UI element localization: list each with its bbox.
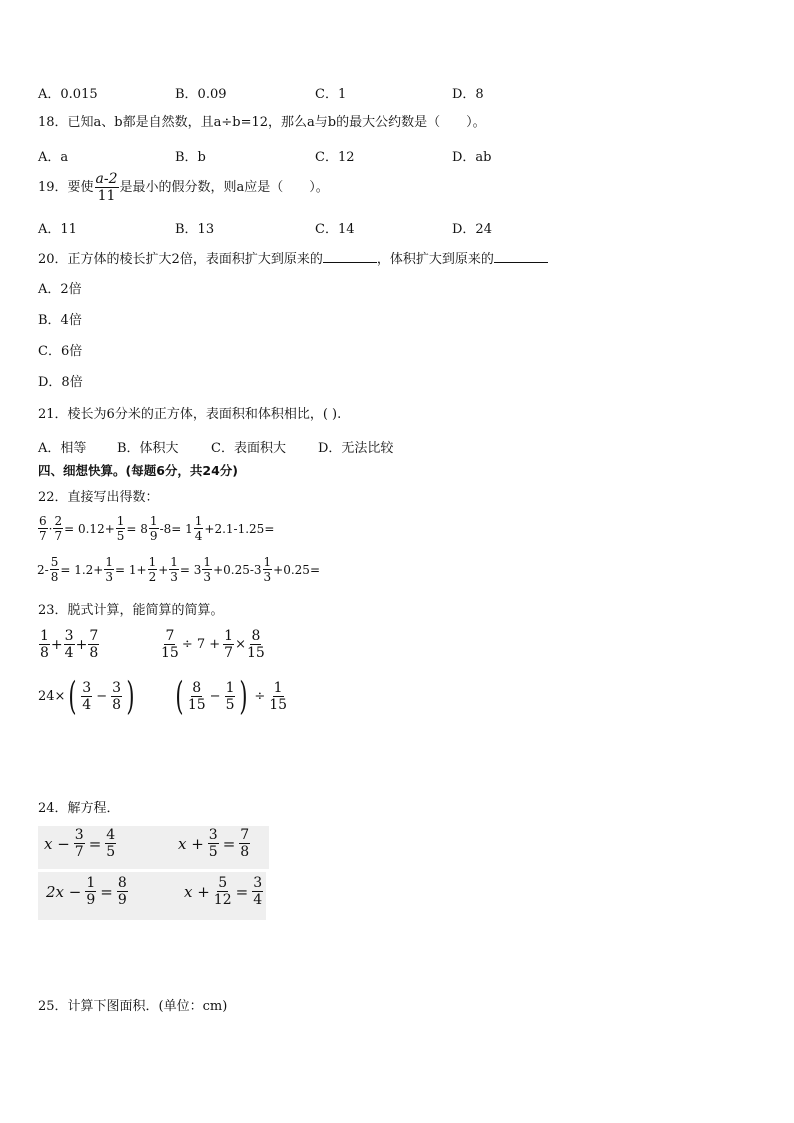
q19-suffix: 是最小的假分数，则a应是（ ）。	[119, 180, 329, 195]
q23-e3-frac1: $\frac{3}{4}$	[82, 679, 92, 713]
q22-r2-plus: +	[158, 562, 169, 577]
q24-eq3-lead: 2x −	[46, 882, 82, 901]
q22-r2-text2: = 1+	[115, 562, 147, 577]
q19-prefix: 19．要使	[38, 180, 94, 195]
q22-r2-frac2: $\frac{1}{3}$	[105, 555, 113, 584]
q22-r1-text4: +2.1-1.25=	[204, 521, 275, 536]
q18-option-b: B．b	[175, 150, 206, 165]
q23-expr4	[172, 674, 288, 718]
q17-option-a: A．0.015	[38, 87, 98, 102]
q22-r1-dot: ·	[48, 521, 53, 536]
q22-r1-text2: = 8	[126, 521, 148, 536]
q23-title: 23．脱式计算，能简算的简算。	[38, 603, 224, 618]
q24-eq2-frac1: $\frac{3}{5}$	[208, 827, 218, 860]
q24-eq1	[44, 828, 117, 859]
q23-e1-op1: +	[50, 636, 63, 653]
q24-eq4-frac1: $\frac{5}{12}$	[213, 875, 232, 908]
q24-eq3-frac1: $\frac{1}{9}$	[86, 875, 96, 908]
q22-r2-frac4: $\frac{1}{3}$	[170, 555, 178, 584]
q24-eq4-equals: =	[235, 882, 249, 901]
q22-r1-text3: -8= 1	[159, 521, 193, 536]
q23-e4-frac3: $\frac{1}{15}$	[269, 679, 288, 713]
q23-expr1	[38, 629, 100, 660]
q22-r1-text1: = 0.12+	[64, 521, 115, 536]
q23-e1-frac3: $\frac{7}{8}$	[89, 628, 99, 661]
q24-eq4	[184, 876, 264, 907]
q23-e1-frac2: $\frac{3}{4}$	[64, 628, 74, 661]
q21-option-b: B．体积大	[117, 441, 179, 456]
q20-option-c: C．6倍	[38, 344, 83, 359]
q23-e3-frac2: $\frac{3}{8}$	[112, 679, 122, 713]
section4-title: 四、细想快算。(每题6分，共24分)	[38, 463, 239, 478]
q23-expr3	[38, 674, 138, 718]
q19-frac-num: a-2	[95, 171, 118, 187]
q22-r1-frac5: $\frac{1}{4}$	[194, 514, 203, 543]
q24-title: 24．解方程．	[38, 801, 120, 816]
q23-e3-op: −	[96, 688, 108, 704]
q24-eq2-equals: =	[222, 834, 236, 853]
q21-option-a: A．相等	[38, 441, 87, 456]
q24-eq4-lead: x +	[184, 882, 210, 901]
q24-eq1-equals: =	[88, 834, 102, 853]
q24-eq3-equals: =	[100, 882, 113, 901]
q17-option-b: B．0.09	[175, 87, 227, 102]
q18-option-d: D．ab	[452, 150, 492, 165]
q24-eq1-frac1: $\frac{3}{7}$	[74, 827, 84, 860]
q23-e3-lead: 24×	[38, 688, 66, 704]
q22-r2-frac6: $\frac{1}{3}$	[263, 555, 272, 584]
q23-expr2	[160, 629, 266, 660]
q22-r1-frac3: $\frac{1}{5}$	[116, 514, 125, 543]
q22-r1-frac2: $\frac{2}{7}$	[54, 514, 63, 543]
q25-text: 25．计算下图面积．(单位：cm)	[38, 999, 228, 1014]
q20-blank-2	[494, 250, 548, 263]
q23-e4-right-paren: )	[239, 674, 248, 718]
q22-r1-frac1: $\frac{6}{7}$	[39, 514, 47, 543]
q17-option-d: D．8	[452, 87, 484, 102]
q23-e4-frac2: $\frac{1}{5}$	[225, 679, 235, 713]
q20-option-a: A．2倍	[38, 282, 82, 297]
q20-text-b: ，体积扩大到原来的	[376, 252, 494, 267]
q22-r2-frac5: $\frac{1}{3}$	[203, 555, 212, 584]
q17-option-c: C．1	[315, 87, 347, 102]
q24-eq2-lead: x +	[178, 834, 204, 853]
q21-option-c: C．表面积大	[211, 441, 286, 456]
q19-option-b: B．13	[175, 222, 215, 237]
q23-e1-frac1: $\frac{1}{8}$	[40, 628, 49, 661]
q24-eq4-frac2: $\frac{3}{4}$	[253, 875, 263, 908]
q20-option-b: B．4倍	[38, 313, 82, 328]
q23-e2-frac1: $\frac{7}{15}$	[161, 628, 179, 661]
q22-r2-frac3: $\frac{1}{2}$	[148, 555, 157, 584]
q23-e4-frac1: $\frac{8}{15}$	[187, 679, 206, 713]
q19-option-c: C．14	[315, 222, 355, 237]
q23-e2-op2: ×	[235, 637, 246, 652]
q21-option-d: D．无法比较	[318, 441, 394, 456]
q23-e2-frac2: $\frac{1}{7}$	[224, 628, 234, 661]
q20-option-d: D．8倍	[38, 375, 83, 390]
q23-e2-op1: ÷ 7 +	[181, 637, 221, 652]
q24-eq2-frac2: $\frac{7}{8}$	[240, 827, 250, 860]
q24-eq1-lead: x −	[44, 834, 70, 853]
q18-option-c: C．12	[315, 150, 355, 165]
q22-r2-frac1: $\frac{5}{8}$	[50, 555, 59, 584]
q22-r2-text3: = 3	[179, 562, 202, 577]
q22-r2-text4: +0.25-3	[213, 562, 262, 577]
q19-fraction	[95, 172, 119, 203]
q23-e2-frac3: $\frac{8}{15}$	[246, 628, 265, 661]
q22-title: 22．直接写出得数：	[38, 490, 159, 505]
q24-eq1-frac2: $\frac{4}{5}$	[106, 827, 116, 860]
q23-e4-op: −	[209, 688, 221, 704]
q23-e3-left-paren: (	[68, 674, 77, 718]
q23-e4-op2: ÷	[254, 688, 266, 704]
q18-text: 18．已知a、b都是自然数，且a÷b=12，那么a与b的最大公约数是（ ）。	[38, 115, 486, 130]
q23-e3-right-paren: )	[126, 674, 135, 718]
q22-r1-frac4: $\frac{1}{9}$	[149, 514, 158, 543]
q22-r2-text0: 2-	[37, 562, 49, 577]
q24-eq3-frac2: $\frac{8}{9}$	[117, 875, 127, 908]
q22-r2-text5: +0.25=	[273, 562, 320, 577]
q22-row2	[37, 556, 320, 583]
q22-r2-text1: = 1.2+	[60, 562, 104, 577]
q20-text-a: 20．正方体的棱长扩大2倍，表面积扩大到原来的	[38, 252, 323, 267]
q18-option-a: A．a	[38, 150, 69, 165]
q19-option-d: D．24	[452, 222, 492, 237]
q20-text	[38, 250, 548, 269]
q24-eq3	[46, 876, 129, 907]
q24-eq2	[178, 828, 251, 859]
q22-row1	[37, 515, 274, 542]
q19-option-a: A．11	[38, 222, 77, 237]
q23-e1-op2: +	[75, 636, 88, 653]
q19-frac-den: 11	[97, 188, 116, 204]
q20-blank-1	[323, 250, 377, 263]
q19-line	[38, 172, 329, 203]
q21-text: 21．棱长为6分米的正方体，表面积和体积相比，( ).	[38, 407, 342, 422]
q23-e4-left-paren: (	[175, 674, 184, 718]
